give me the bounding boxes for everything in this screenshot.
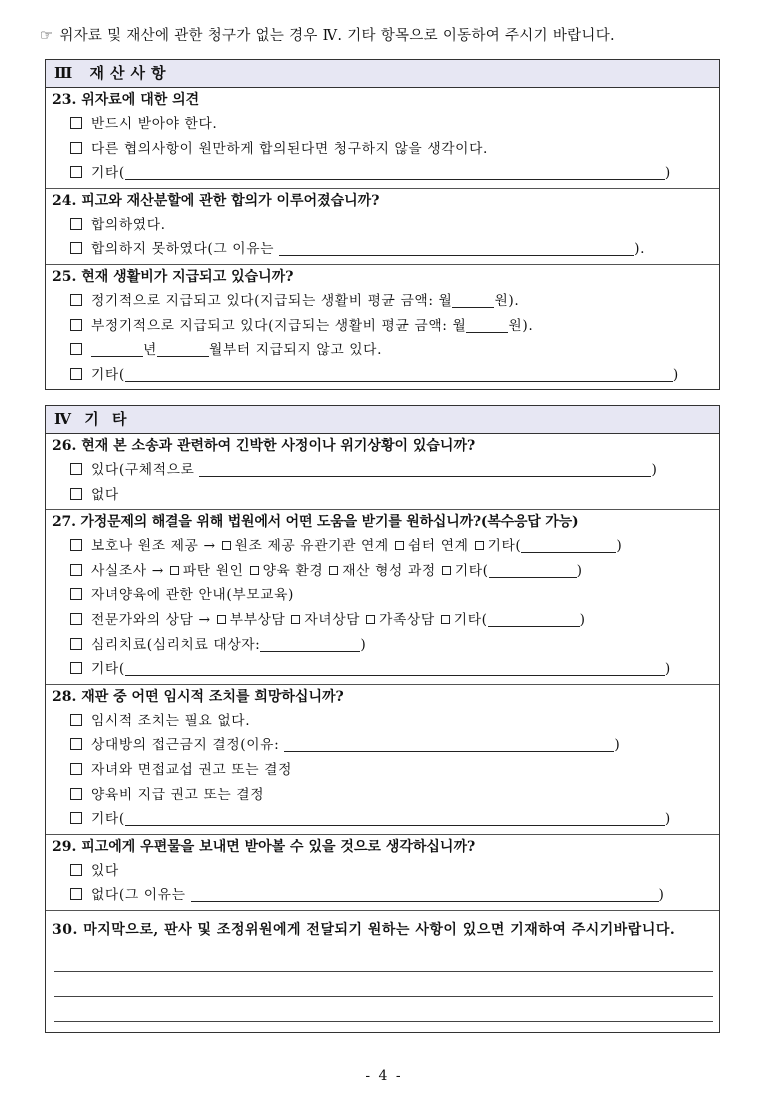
text-field[interactable] [521,537,616,553]
option[interactable]: 심리치료(심리치료 대상자: ) [46,633,719,658]
checkbox[interactable] [70,738,82,750]
checkbox[interactable] [70,319,82,331]
text-field[interactable] [489,562,577,578]
checkbox[interactable] [70,812,82,824]
checkbox[interactable] [70,218,82,230]
write-line[interactable] [54,947,713,972]
text-field[interactable] [260,636,360,652]
option[interactable]: 합의하였다. [46,213,719,238]
question-28 [46,685,719,835]
option[interactable]: 없다(그 이유는 ) [46,883,719,908]
checkbox[interactable] [395,541,404,550]
option[interactable]: 정기적으로 지급되고 있다(지급되는 생활비 평균 금액: 월 원). [46,289,719,314]
checkbox[interactable] [70,343,82,355]
section-title: Ⅲ 재산사항 [46,60,719,88]
checkbox[interactable] [70,714,82,726]
option[interactable]: 자녀양육에 관한 안내(부모교육) [46,583,719,608]
pointing-hand-icon: ☞ [40,28,54,44]
section-property [45,59,720,390]
checkbox[interactable] [441,615,450,624]
question-24 [46,189,719,265]
checkbox[interactable] [475,541,484,550]
text-field[interactable] [199,461,651,477]
text-field[interactable] [452,292,494,308]
option-other[interactable]: 합의하지 못하였다(그 이유는 ). [46,237,719,262]
question-27 [46,510,719,685]
option[interactable]: 없다 [46,483,719,508]
checkbox[interactable] [442,566,451,575]
text-field[interactable] [279,240,634,256]
question-26 [46,434,719,510]
text-field[interactable] [125,810,665,826]
checkbox[interactable] [329,566,338,575]
question-title: 29. 피고에게 우편물을 보내면 받아볼 수 있을 것으로 생각하십니까? [52,838,476,855]
checkbox[interactable] [70,368,82,380]
checkbox[interactable] [70,564,82,576]
checkbox[interactable] [70,888,82,900]
checkbox[interactable] [217,615,226,624]
checkbox[interactable] [70,788,82,800]
option[interactable]: 부정기적으로 지급되고 있다(지급되는 생활비 평균 금액: 월 원). [46,314,719,339]
checkbox[interactable] [70,638,82,650]
text-field[interactable] [125,660,665,676]
question-23 [46,88,719,189]
text-field[interactable] [191,886,659,902]
question-title: 24. 피고와 재산분할에 관한 합의가 이루어졌습니까? [52,192,380,209]
checkbox[interactable] [70,488,82,500]
question-25 [46,265,719,389]
option[interactable]: 보호나 원조 제공 → 원조 제공 유관기관 연계 쉼터 연계 기타( ) [46,534,719,559]
checkbox[interactable] [170,566,179,575]
checkbox[interactable] [70,763,82,775]
checkbox[interactable] [70,613,82,625]
option-other[interactable]: 기타( ) [46,363,719,388]
option[interactable]: 반드시 받아야 한다. [46,112,719,137]
checkbox[interactable] [250,566,259,575]
option[interactable]: 년 월부터 지급되지 않고 있다. [46,338,719,363]
question-title: 27. 가정문제의 해결을 위해 법원에서 어떤 도움을 받기를 원하십니까?(복수응답 가능) [52,514,579,531]
write-line[interactable] [54,997,713,1022]
option[interactable]: 임시적 조치는 필요 없다. [46,709,719,734]
checkbox[interactable] [70,142,82,154]
option-other[interactable]: 기타( ) [46,657,719,682]
checkbox[interactable] [222,541,231,550]
question-title: 23. 위자료에 대한 의견 [52,92,200,108]
page-number: - 4 - [365,1068,403,1084]
checkbox[interactable] [366,615,375,624]
checkbox[interactable] [70,588,82,600]
option[interactable]: 전문가와의 상담 → 부부상담 자녀상담 가족상담 기타( ) [46,608,719,633]
section-etc [45,405,720,1033]
option[interactable]: 자녀와 면접교섭 권고 또는 결정 [46,758,719,783]
checkbox[interactable] [291,615,300,624]
checkbox[interactable] [70,117,82,129]
question-title: 28. 재판 중 어떤 임시적 조치를 희망하십니까? [52,688,344,705]
checkbox[interactable] [70,242,82,254]
text-field[interactable] [284,736,614,752]
checkbox[interactable] [70,166,82,178]
instruction-note [40,24,615,45]
checkbox[interactable] [70,294,82,306]
checkbox[interactable] [70,539,82,551]
question-30 [46,911,719,1032]
option[interactable]: 상대방의 접근금지 결정(이유: ) [46,733,719,758]
write-line[interactable] [54,972,713,997]
text-field[interactable] [125,366,673,382]
text-field[interactable] [125,164,665,180]
section-title: Ⅳ 기 타 [46,406,719,434]
checkbox[interactable] [70,864,82,876]
option[interactable]: 다른 협의사항이 원만하게 합의된다면 청구하지 않을 생각이다. [46,137,719,162]
option[interactable]: 사실조사 → 파탄 원인 양육 환경 재산 형성 과정 기타( ) [46,559,719,584]
checkbox[interactable] [70,463,82,475]
question-title: 25. 현재 생활비가 지급되고 있습니까? [52,268,294,285]
option[interactable]: 양육비 지급 권고 또는 결정 [46,783,719,808]
text-field[interactable] [466,317,508,333]
option-other[interactable]: 기타( ) [46,807,719,832]
instruction-text: 위자료 및 재산에 관한 청구가 없는 경우 Ⅳ. 기타 항목으로 이동하여 주시기 바랍니다. [59,28,615,44]
option-other[interactable]: 기타( ) [46,161,719,186]
question-title: 30. 마지막으로, 판사 및 조정위원에게 전달되기 원하는 사항이 있으면 기재하여 주시기바랍니다. [52,921,676,938]
option[interactable]: 있다(구체적으로 ) [46,458,719,483]
year-field[interactable] [91,341,143,357]
question-29 [46,835,719,911]
question-title: 26. 현재 본 소송과 관련하여 긴박한 사정이나 위기상황이 있습니까? [52,438,476,454]
month-field[interactable] [157,341,209,357]
option[interactable]: 있다 [46,859,719,884]
text-field[interactable] [488,611,580,627]
checkbox[interactable] [70,662,82,674]
